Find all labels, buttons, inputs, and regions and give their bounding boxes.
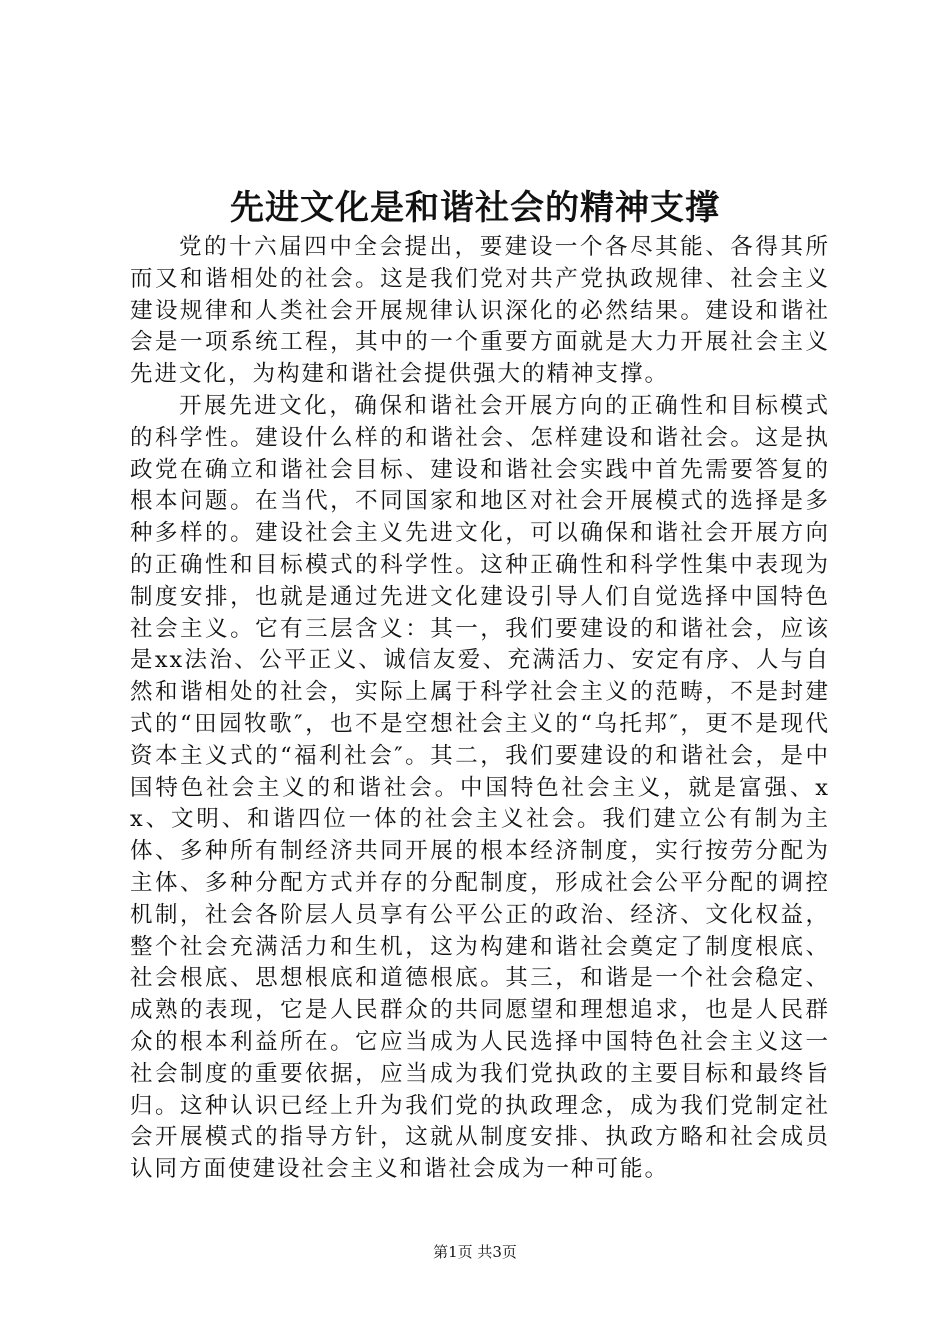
document-title: 先进文化是和谐社会的精神支撑 [230, 188, 720, 228]
paragraph-intro: 党的十六届四中全会提出，要建设一个各尽其能、各得其所而又和谐相处的社会。这是我们党对共产党执政规律、社会主义建设规律和人类社会开展规律认识深化的必然结果。建设和谐社会是一项系统工程，其中的一个重要方面就是大力开展社会主义先进文化，为构建和谐社会提供强大的精神支撑。 [130, 234, 830, 388]
paragraph-advanced-culture: 开展先进文化，确保和谐社会开展方向的正确性和目标模式的科学性。建设什么样的和谐社会、怎样建设和谐社会。这是执政党在确立和谐社会目标、建设和谐社会实践中首先需要答复的根本问题。在当代，不同国家和地区对社会开展模式的选择是多种多样的。建设社会主义先进文化，可以确保和谐社会开展方向的正确性和目标模式的科学性。这种正确性和科学性集中表现为制度安排，也就是通过先进文化建设引导人们自觉选择中国特色社会主义。它有三层含义：其一，我们要建设的和谐社会，应该是xx法治、公平正义、诚信友爱、充满活力、安定有序、人与自然和谐相处的社会，实际上属于科学社会主义的范畴，不是封建式的“田园牧歌″，也不是空想社会主义的“乌托邦″，更不是现代资本主义式的“福利社会″。其二，我们要建设的和谐社会，是中国特色社会主义的和谐社会。中国特色社会主义，就是富强、xx、文明、和谐四位一体的社会主义社会。我们建立公有制为主体、多种所有制经济共同开展的根本经济制度，实行按劳分配为主体、多种分配方式并存的分配制度，形成社会公平分配的调控机制，社会各阶层人员享有公平公正的政治、经济、文化权益，整个社会充满活力和生机，这为构建和谐社会奠定了制度根底、社会根底、思想根底和道德根底。其三，和谐是一个社会稳定、成熟的表现，它是人民群众的共同愿望和理想追求，也是人民群众的根本利益所在。它应当成为人民选择中国特色社会主义这一社会制度的重要依据，应当成为我们党执政的主要目标和最终旨归。这种认识已经上升为我们党的执政理念，成为我们党制定社会开展模式的指导方针，这就从制度安排、执政方略和社会成员认同方面使建设社会主义和谐社会成为一种可能。 [130, 392, 830, 1183]
page-indicator: 第1页 共3页 [433, 1243, 517, 1261]
document-body [130, 232, 830, 1186]
